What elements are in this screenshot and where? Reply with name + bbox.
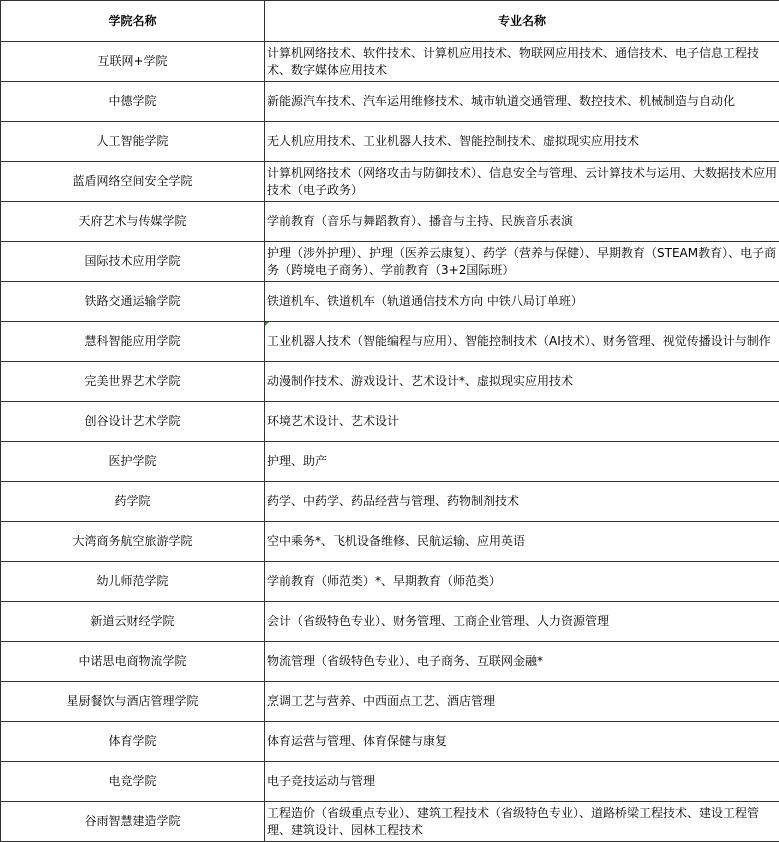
- table-row: [1, 202, 779, 242]
- majors-cell: 动漫制作技术、游戏设计、艺术设计*、虚拟现实应用技术: [265, 362, 779, 402]
- college-name-cell: 医护学院: [1, 442, 265, 482]
- majors-cell: 新能源汽车技术、汽车运用维修技术、城市轨道交通管理、数控技术、机械制造与自动化: [265, 82, 779, 122]
- table-row: [1, 642, 779, 682]
- table-row: [1, 362, 779, 402]
- major-column-header: 专业名称: [265, 1, 779, 42]
- college-name-cell: 药学院: [1, 482, 265, 522]
- majors-cell: 计算机网络技术（网络攻击与防御技术）、信息安全与管理、云计算技术与运用、大数据技术应用技术（电子政务）: [265, 162, 779, 202]
- majors-cell: 烹调工艺与营养、中西面点工艺、酒店管理: [265, 682, 779, 722]
- majors-cell: 学前教育（师范类）*、早期教育（师范类）: [265, 562, 779, 602]
- table-row: [1, 322, 779, 362]
- college-name-cell: 大湾商务航空旅游学院: [1, 522, 265, 562]
- table-row: [1, 162, 779, 202]
- majors-cell: 铁道机车、铁道机车（轨道通信技术方向 中铁八局订单班）: [265, 282, 779, 322]
- college-name-cell: 蓝盾网络空间安全学院: [1, 162, 265, 202]
- table-row: [1, 722, 779, 762]
- majors-cell: 电子竞技运动与管理: [265, 762, 779, 802]
- cell-comment-marker: [265, 322, 269, 326]
- table-row: [1, 402, 779, 442]
- majors-cell: 护理、助产: [265, 442, 779, 482]
- table-row: [1, 482, 779, 522]
- majors-cell: 工业机器人技术（智能编程与应用）、智能控制技术（AI技术）、财务管理、视觉传播设计与制作: [265, 322, 779, 362]
- table-row: [1, 682, 779, 722]
- college-name-cell: 中诺思电商物流学院: [1, 642, 265, 682]
- majors-cell: 物流管理（省级特色专业）、电子商务、互联网金融*: [265, 642, 779, 682]
- table-row: [1, 42, 779, 82]
- majors-cell: 会计（省级特色专业）、财务管理、工商企业管理、人力资源管理: [265, 602, 779, 642]
- college-name-cell: 电竞学院: [1, 762, 265, 802]
- college-name-cell: 完美世界艺术学院: [1, 362, 265, 402]
- college-name-cell: 体育学院: [1, 722, 265, 762]
- table-row: [1, 82, 779, 122]
- table-row: [1, 282, 779, 322]
- college-column-header: 学院名称: [1, 1, 265, 42]
- table-row: [1, 242, 779, 282]
- college-name-cell: 星厨餐饮与酒店管理学院: [1, 682, 265, 722]
- college-name-cell: 幼儿师范学院: [1, 562, 265, 602]
- table-row: [1, 762, 779, 802]
- majors-cell: 工程造价（省级重点专业）、建筑工程技术（省级特色专业）、道路桥梁工程技术、建设工程管理、建筑设计、园林工程技术: [265, 802, 779, 842]
- majors-cell: 体育运营与管理、体育保健与康复: [265, 722, 779, 762]
- table-row: [1, 562, 779, 602]
- college-name-cell: 慧科智能应用学院: [1, 322, 265, 362]
- majors-cell: 无人机应用技术、工业机器人技术、智能控制技术、虚拟现实应用技术: [265, 122, 779, 162]
- majors-cell: 计算机网络技术、软件技术、计算机应用技术、物联网应用技术、通信技术、电子信息工程技术、数字媒体应用技术: [265, 42, 779, 82]
- majors-cell: 护理（涉外护理）、护理（医养云康复）、药学（营养与保健）、早期教育（STEAM教育）、电子商务（跨境电子商务）、学前教育（3+2国际班）: [265, 242, 779, 282]
- college-name-cell: 国际技术应用学院: [1, 242, 265, 282]
- college-name-cell: 中德学院: [1, 82, 265, 122]
- table-header-row: [1, 1, 779, 42]
- majors-cell: 学前教育（音乐与舞蹈教育）、播音与主持、民族音乐表演: [265, 202, 779, 242]
- table-row: [1, 522, 779, 562]
- table-row: [1, 442, 779, 482]
- table-row: [1, 602, 779, 642]
- college-name-cell: 创谷设计艺术学院: [1, 402, 265, 442]
- table-row: [1, 802, 779, 842]
- college-name-cell: 铁路交通运输学院: [1, 282, 265, 322]
- majors-cell: 环境艺术设计、艺术设计: [265, 402, 779, 442]
- table-row: [1, 122, 779, 162]
- college-name-cell: 人工智能学院: [1, 122, 265, 162]
- college-name-cell: 谷雨智慧建造学院: [1, 802, 265, 842]
- majors-cell: 空中乘务*、飞机设备维修、民航运输、应用英语: [265, 522, 779, 562]
- majors-cell: 药学、中药学、药品经营与管理、药物制剂技术: [265, 482, 779, 522]
- college-name-cell: 天府艺术与传媒学院: [1, 202, 265, 242]
- college-name-cell: 新道云财经学院: [1, 602, 265, 642]
- college-name-cell: 互联网+学院: [1, 42, 265, 82]
